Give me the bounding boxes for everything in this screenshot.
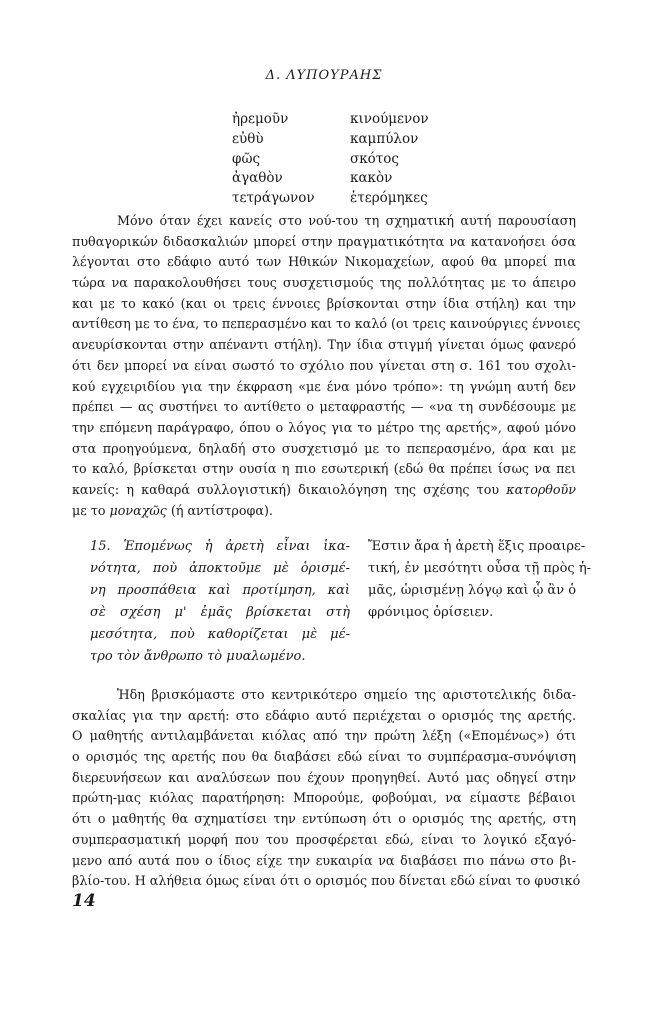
opposite-right: καμπύλον <box>350 130 419 147</box>
text-line: τώρα να παρακολουθήσει τους συσχετισμούς της πολλότητας με το άπειρο <box>72 275 576 291</box>
opposite-right: σκότος <box>350 150 399 167</box>
opposite-right: ἑτερόμηκες <box>350 190 428 207</box>
opposites-row <box>232 130 482 150</box>
text-line: σκαλίας για την αρετή: στο εδάφιο αυτό περιέχεται ο ορισμός της αρετής. <box>72 707 576 723</box>
opposite-left: ἀγαθὸν <box>232 170 283 187</box>
text-line: συμπερασματική μορφή που του προσφέρεται εδώ, είναι το λογικό εξαγό- <box>72 831 576 847</box>
paragraph-1 <box>72 211 581 521</box>
opposite-right: κινούμενον <box>350 111 429 127</box>
text-line: στα προηγούμενα, δηλαδή στο συσχετισμό με το πεπερασμένο, άρα και με <box>72 440 576 456</box>
paragraph-2 <box>72 685 581 892</box>
opposite-left: εὐθὺ <box>232 130 264 147</box>
passage-block <box>72 536 591 664</box>
text-line: αντίθεση με το ένα, το πεπερασμένο και το καλό (οι τρεις καινούργιες έννοιες <box>72 316 581 332</box>
opposite-left: ἠρεμοῦν <box>232 111 289 127</box>
text-line: ανευρίσκονται στην απέναντι στήλη). Την ίδια στιγμή γίνεται όμως φανερό <box>72 337 576 353</box>
text-line: την επόμενη παράγραφο, όπου ο λόγος για το μέτρο της αρετής», αφού μόνο <box>72 419 576 435</box>
text-line: το καλό, βρίσκεται στην ουσία η πιο εσωτερική (εδώ θα πρέπει ίσως να πει <box>72 461 576 477</box>
text-line: 15. Ἑπομένως ἡ ἀρετὴ εἶναι ἱκα- <box>90 539 350 554</box>
text-line: με το μοναχῶς (ή αντίστροφα). <box>72 502 273 518</box>
opposite-left: φῶς <box>232 150 261 167</box>
text-line: φρόνιμος ὁρίσειεν. <box>368 605 494 620</box>
text-line: σὲ σχέση μ' ἐμᾶς βρίσκεται στὴ <box>90 605 350 620</box>
text-line: ότι δεν μπορεί να είναι σωστό το σχόλιο που γίνεται στη σ. 161 του σχολι- <box>72 357 576 373</box>
text-line: ο ορισμός της αρετής που θα διαβάσει εδώ είναι το συμπέρασμα-συνόψιση <box>72 749 576 765</box>
text-line: διερευνήσεων και αναλύσεων που έχουν προηγηθεί. Αυτό μας οδηγεί στην <box>72 769 576 785</box>
passage-translation <box>90 536 350 668</box>
text-line: Ἡδη βρισκόμαστε στο κεντρικότερο σημείο της αριστοτελικής διδα- <box>117 687 576 702</box>
text-line: βλίο-του. Η αλήθεια όμως είναι ότι ο ορισμός που δίνεται εδώ είναι το φυσικό <box>72 873 581 889</box>
text-line: κανείς: η καθαρά συλλογιστική) δικαιολόγηση της σχέσης του κατορθοῦν <box>72 481 576 497</box>
text-line: Ο μαθητής αντιλαμβάνεται κιόλας από την πρώτη λέξη («Επομένως») ότι <box>72 728 576 744</box>
text-line: πρώτη-μας κιόλας παρατήρηση: Μπορούμε, φοβούμαι, να είμαστε βέβαιοι <box>72 790 576 806</box>
text-line: Μόνο όταν έχει κανείς στο νού-του τη σχηματική αυτή παρουσίαση <box>117 213 576 228</box>
text-line: και με το κακό (και οι τρεις έννοιες βρίσκονται στην ίδια στήλη) και την <box>72 295 576 311</box>
opposites-row <box>232 169 482 189</box>
text-line: τική, ἐν μεσότητι οὖσα τῇ πρὸς ἡ- <box>368 561 591 576</box>
opposites-table <box>232 110 482 209</box>
opposites-row <box>232 110 482 130</box>
passage-greek-original <box>368 536 591 624</box>
text-line: λέγονται στο εδάφιο αυτό των Ηθικών Νικομαχείων, αφού θα μπορεί πια <box>72 254 576 270</box>
page-number: 14 <box>72 891 96 911</box>
opposite-left: τετράγωνον <box>232 190 315 207</box>
text-line: Ἔστιν ἄρα ἡ ἀρετὴ ἕξις προαιρε- <box>368 539 586 554</box>
opposites-row <box>232 189 482 209</box>
text-line: μενο από αυτά που ο ίδιος είχε την ευκαιρία να διαβάσει πιο πάνω στο βι- <box>72 852 576 868</box>
text-line: πυθαγορικών διδασκαλιών μπορεί στην πραγματικότητα να κατανοήσει όσα <box>72 233 576 249</box>
text-line: νη προσπάθεια καὶ προτίμηση, καὶ <box>90 583 350 598</box>
opposite-right: κακὸν <box>350 170 393 187</box>
text-line: μᾶς, ὡρισμένῃ λόγῳ καὶ ᾧ ἂν ὁ <box>368 583 577 598</box>
text-line: τρο τὸν ἄνθρωπο τὸ μυαλωμένο. <box>90 649 306 664</box>
text-line: κού εγχειριδίου για την έκφραση «με ένα μόνο τρόπο»: τη γνώμη αυτή δεν <box>72 378 576 394</box>
opposites-row <box>232 150 482 170</box>
running-head: Δ. ΛΥΠΟΥΡΑΗΣ <box>265 68 383 83</box>
text-line: νότητα, ποὺ ἀποκτοῦμε μὲ ὁρισμέ- <box>90 561 350 576</box>
text-line: πρέπει — ας συστήνει το αντίθετο ο μεταφραστής — «να τη συνδέσουμε με <box>72 399 576 415</box>
text-line: ότι ο μαθητής θα σχηματίσει την εντύπωση ότι ο ορισμός της αρετής, στη <box>72 811 576 827</box>
text-line: μεσότητα, ποὺ καθορίζεται μὲ μέ- <box>90 627 350 642</box>
